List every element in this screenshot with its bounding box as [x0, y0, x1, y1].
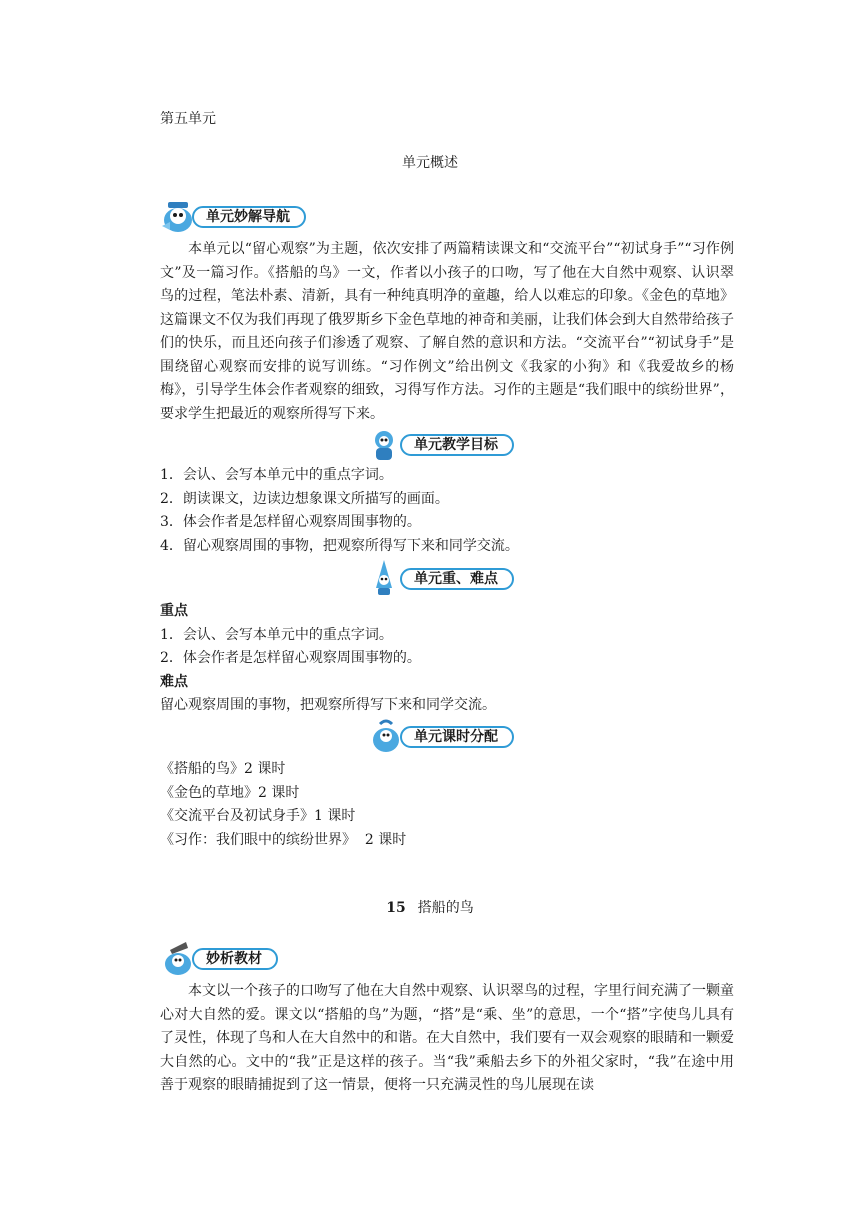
- list-item: 《搭船的鸟》2 课时: [160, 761, 286, 777]
- banner-label: 妙析教材: [192, 948, 278, 970]
- difficulty-text: 留心观察周围的事物，把观察所得写下来和同学交流。: [160, 697, 496, 713]
- lesson-paragraph-text: 本文以一个孩子的口吻写了他在大自然中观察、认识翠鸟的过程，字里行间充满了一颗童心对大自然的爱。课文以“搭船的鸟”为题，“搭”是“乘、坐”的意思，一个“搭”字使鸟儿具有了灵性，体现了鸟和人在大自然中的和谐。在大自然中，我们要有一双会观察的眼睛和一颗爱大自然的心。文中的“我”正是这样的孩子。当“我”乘船去乡下的外祖父家时，“我”在途中用善于观察的眼睛捕捉到了这一情景，便将一只充满灵性的鸟儿展现在读: [160, 983, 734, 1093]
- banner-label: 单元教学目标: [400, 434, 514, 456]
- guide-paragraph: [160, 238, 734, 426]
- list-item: 《金色的草地》2 课时: [160, 784, 300, 801]
- key-points-block: [160, 600, 734, 718]
- lesson-paragraph: [160, 980, 734, 1098]
- banner-label: 单元重、难点: [400, 568, 514, 590]
- goals-list: [160, 464, 734, 558]
- section-banner-analysis: [158, 938, 308, 978]
- lesson-name: 搭船的鸟: [417, 900, 474, 916]
- list-item: 2．朗读课文，边读边想象课文所描写的画面。: [160, 490, 449, 507]
- key-label: 重点: [160, 603, 188, 619]
- list-item: 1．会认、会写本单元中的重点字词。: [160, 467, 393, 483]
- lesson-number: 15: [386, 900, 406, 916]
- lesson-title: [0, 897, 860, 917]
- banner-label: 单元妙解导航: [192, 206, 306, 228]
- guide-paragraph-text: 本单元以“留心观察”为主题，依次安排了两篇精读课文和“交流平台”“初试身手”“习作例文”及一篇习作。《搭船的鸟》一文，作者以小孩子的口吻，写了他在大自然中观察、认识翠鸟的过程，笔法朴素、清新，具有一种纯真明净的童趣，给人以难忘的印象。《金色的草地》这篇课文不仅为我们再现了俄罗斯乡下金色草地的神奇和美丽，让我们体会到大自然带给孩子们的快乐，而且还向孩子们渗透了观察、了解自然的意识和方法。“交流平台”“初试身手”是围绕留心观察而安排的说写训练。“习作例文”给出例文《我家的小狗》和《我爱故乡的杨梅》，引导学生体会作者观察的细致，习得写作方法。习作的主题是“我们眼中的缤纷世界”，要求学生把最近的观察所得写下来。: [160, 241, 734, 422]
- unit-title: 第五单元: [160, 111, 216, 127]
- section-banner-goals: [366, 424, 526, 464]
- list-item: 《习作：我们眼中的缤纷世界》 2 课时: [160, 831, 407, 848]
- section-banner-schedule: [366, 716, 526, 756]
- banner-label: 单元课时分配: [400, 726, 514, 748]
- overview-title: 单元概述: [402, 155, 458, 171]
- list-item: 4．留心观察周围的事物，把观察所得写下来和同学交流。: [160, 537, 519, 554]
- list-item: 《交流平台及初试身手》1 课时: [160, 808, 356, 824]
- list-item: 3．体会作者是怎样留心观察周围事物的。: [160, 514, 421, 530]
- schedule-list: [160, 758, 734, 852]
- section-banner-key-points: [366, 558, 526, 598]
- list-item: 2．体会作者是怎样留心观察周围事物的。: [160, 650, 421, 666]
- section-banner-guide: [158, 196, 338, 236]
- list-item: 1．会认、会写本单元中的重点字词。: [160, 626, 393, 643]
- difficulty-label: 难点: [160, 673, 188, 690]
